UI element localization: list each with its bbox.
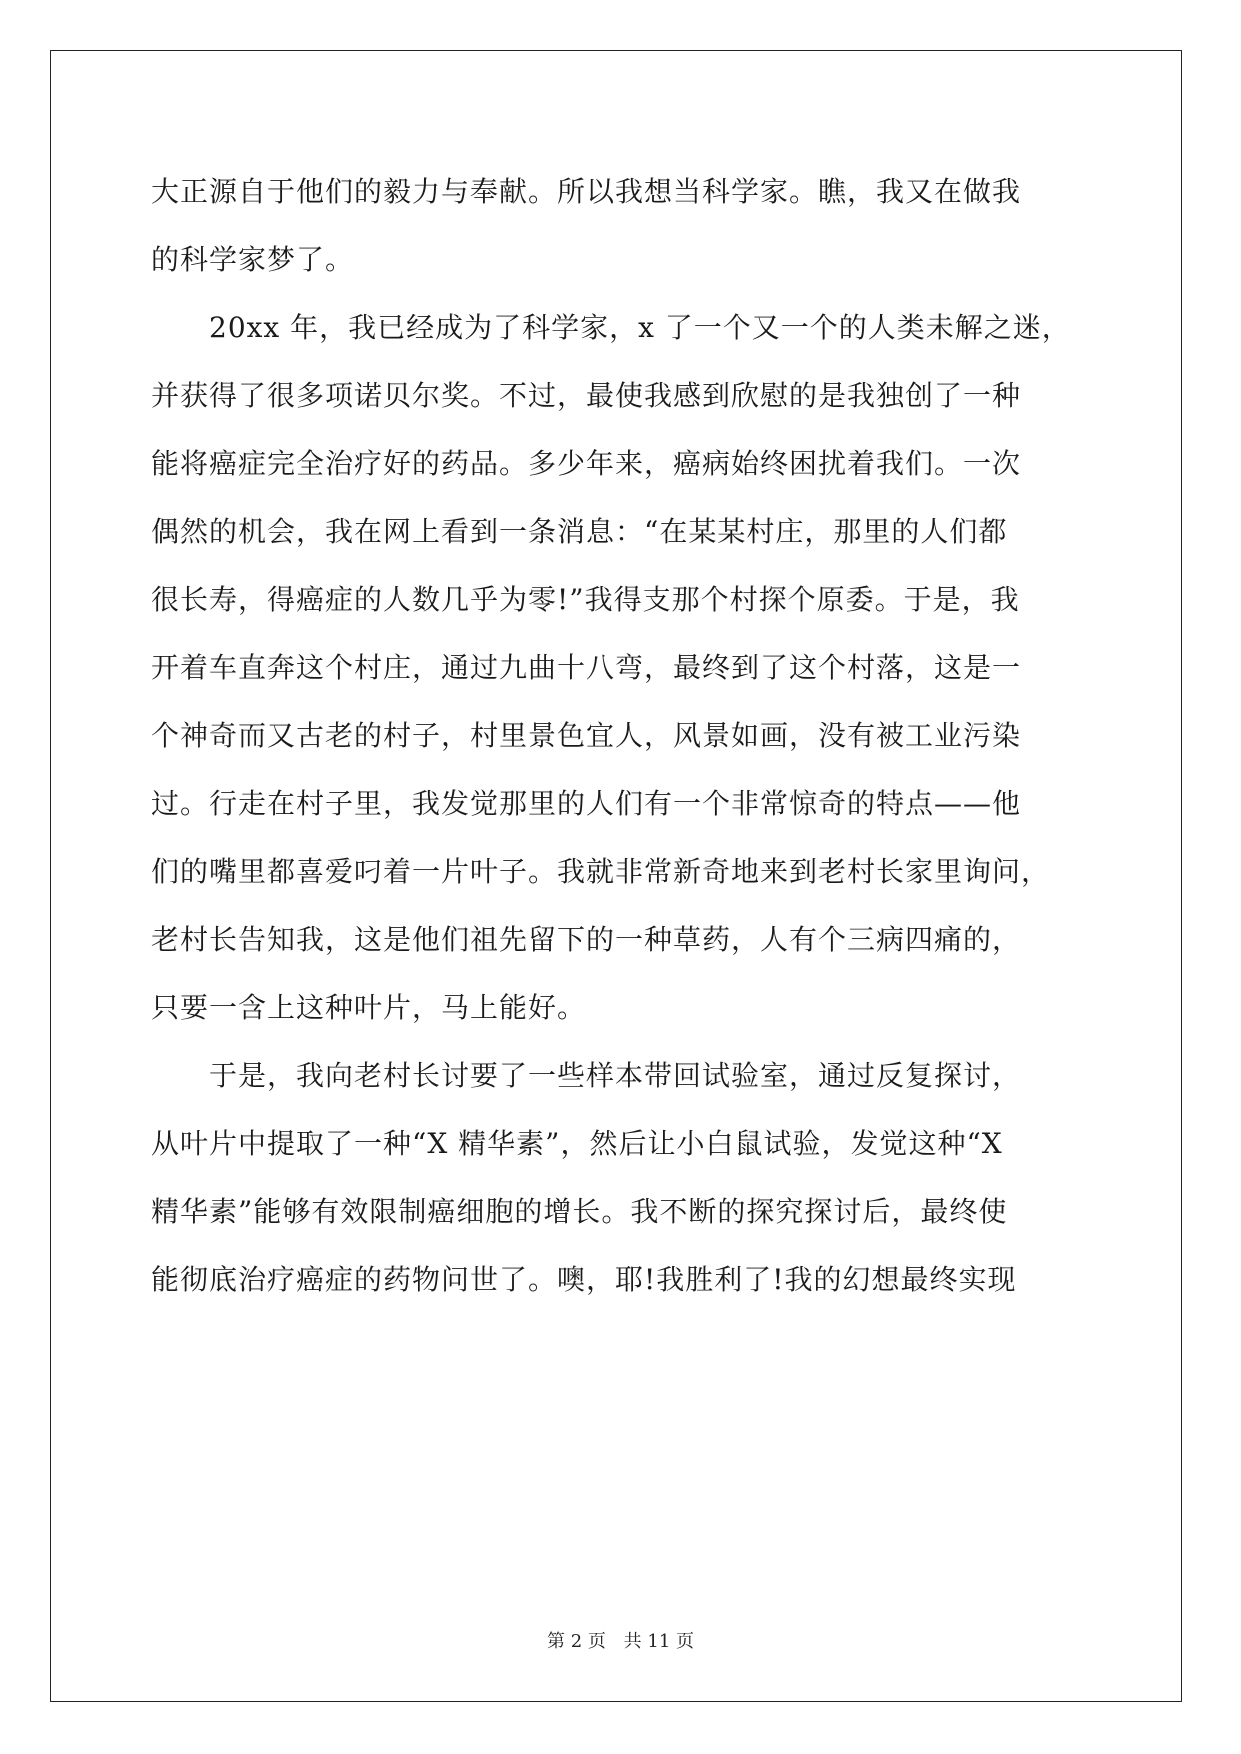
- body-text: [151, 168, 1091, 1324]
- text-line: 个神奇而又古老的村子，村里景色宜人，风景如画，没有被工业污染: [151, 719, 1022, 752]
- text-line: 老村长告知我，这是他们祖先留下的一种草药，人有个三病四痛的，: [151, 923, 1022, 956]
- text-line: 精华素”能够有效限制癌细胞的增长。我不断的探究探讨后，最终使: [151, 1195, 1008, 1228]
- page-number: 第 2 页: [547, 1631, 606, 1652]
- text-line: 大正源自于他们的毅力与奉献。所以我想当科学家。瞧，我又在做我: [151, 175, 1022, 208]
- text-line: 从叶片中提取了一种“X 精华素”，然后让小白鼠试验，发觉这种“X: [151, 1127, 1003, 1160]
- text-line: 的科学家梦了。: [151, 243, 355, 276]
- text-line: 能彻底治疗癌症的药物问世了。噢，耶!我胜利了!我的幻想最终实现: [151, 1263, 1017, 1296]
- text-line: 并获得了很多项诺贝尔奖。不过，最使我感到欣慰的是我独创了一种: [151, 379, 1022, 412]
- page-footer: [0, 1627, 1241, 1653]
- page-total: 共 11 页: [623, 1631, 694, 1652]
- text-line: 能将癌症完全治疗好的药品。多少年来，癌病始终困扰着我们。一次: [151, 447, 1022, 480]
- text-line: 很长寿，得癌症的人数几乎为零!”我得支那个村探个原委。于是，我: [151, 583, 1020, 616]
- text-line: 过。行走在村子里，我发觉那里的人们有一个非常惊奇的特点——他: [151, 787, 1022, 820]
- paragraph-start-line: 于是，我向老村长讨要了一些样本带回试验室，通过反复探讨，: [209, 1059, 1022, 1092]
- text-line: 们的嘴里都喜爱叼着一片叶子。我就非常新奇地来到老村长家里询问，: [151, 855, 1051, 888]
- text-line: 开着车直奔这个村庄，通过九曲十八弯，最终到了这个村落，这是一: [151, 651, 1022, 684]
- text-line: 偶然的机会，我在网上看到一条消息：“在某某村庄，那里的人们都: [151, 515, 1008, 548]
- text-line: 只要一含上这种叶片，马上能好。: [151, 991, 587, 1024]
- paragraph-start-line: 20xx 年，我已经成为了科学家，x 了一个又一个的人类未解之迷，: [209, 311, 1071, 344]
